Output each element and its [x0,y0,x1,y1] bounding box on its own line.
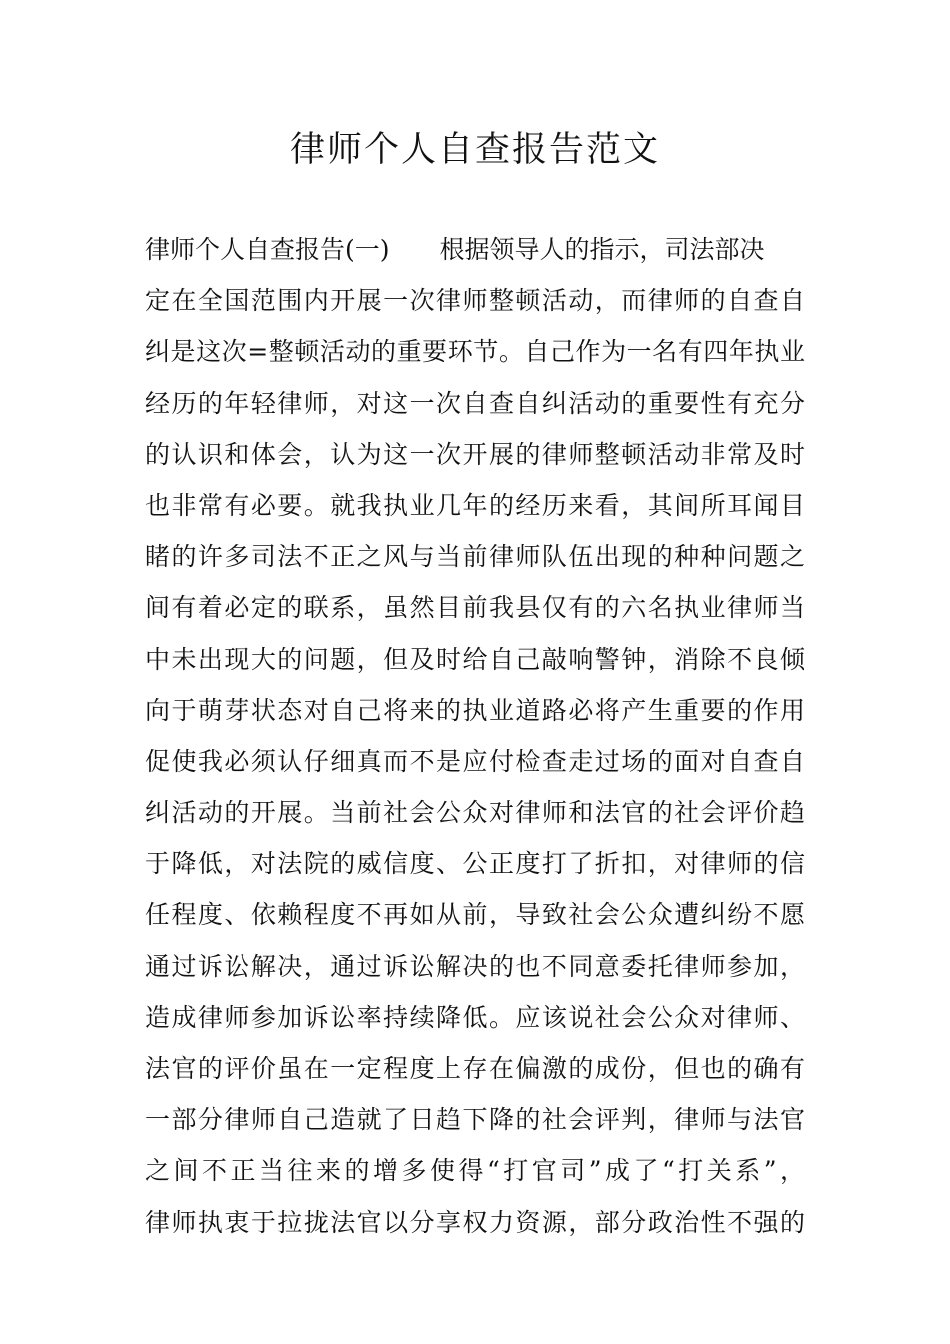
body-line: 中未出现大的问题，但及时给自己敲响警钟，消除不良倾 [145,644,805,674]
body-line: 律师执衷于拉拢法官以分享权力资源，部分政治性不强的 [145,1207,805,1237]
body-line: 法官的评价虽在一定程度上存在偏激的成份，但也的确有 [145,1054,805,1083]
first-line [145,224,825,275]
body-line: 纠活动的开展。当前社会公众对律师和法官的社会评价趋 [145,798,805,828]
body-line: 根据领导人的指示，司法部决 [439,235,765,264]
body-line: 于降低，对法院的威信度、公正度打了折扣，对律师的信 [145,849,805,879]
document-body [145,224,825,1248]
body-line: 也非常有必要。就我执业几年的经历来看，其间所耳闻目 [145,490,805,520]
body-line: 任程度、依赖程度不再如从前，导致社会公众遭纠纷不愿 [145,900,805,930]
body-line: 间有着必定的联系，虽然目前我县仅有的六名执业律师当 [145,593,805,623]
body-line: 纠是这次=整顿活动的重要环节。自己作为一名有四年执业 [145,337,805,367]
body-line: 造成律师参加诉讼率持续降低。应该说社会公众对律师、 [145,1002,805,1032]
body-line: 通过诉讼解决，通过诉讼解决的也不同意委托律师参加， [145,951,805,981]
body-line: 促使我必须认仔细真而不是应付检查走过场的面对自查自 [145,746,805,776]
body-line: 睹的许多司法不正之风与当前律师队伍出现的种种问题之 [145,542,805,572]
body-line: 之间不正当往来的增多使得“打官司”成了“打关系”， [145,1156,805,1186]
body-line: 的认识和体会，认为这一次开展的律师整顿活动非常及时 [145,439,805,469]
body-line: 向于萌芽状态对自己将来的执业道路必将产生重要的作用 [145,695,805,725]
section-heading: 律师个人自查报告(一) [145,235,390,264]
body-line: 一部分律师自己造就了日趋下降的社会评判，律师与法官 [145,1105,805,1135]
body-line: 经历的年轻律师，对这一次自查自纠活动的重要性有充分 [145,388,805,418]
body-line: 定在全国范围内开展一次律师整顿活动，而律师的自查自 [145,286,805,316]
document-title: 律师个人自查报告范文 [289,130,660,170]
